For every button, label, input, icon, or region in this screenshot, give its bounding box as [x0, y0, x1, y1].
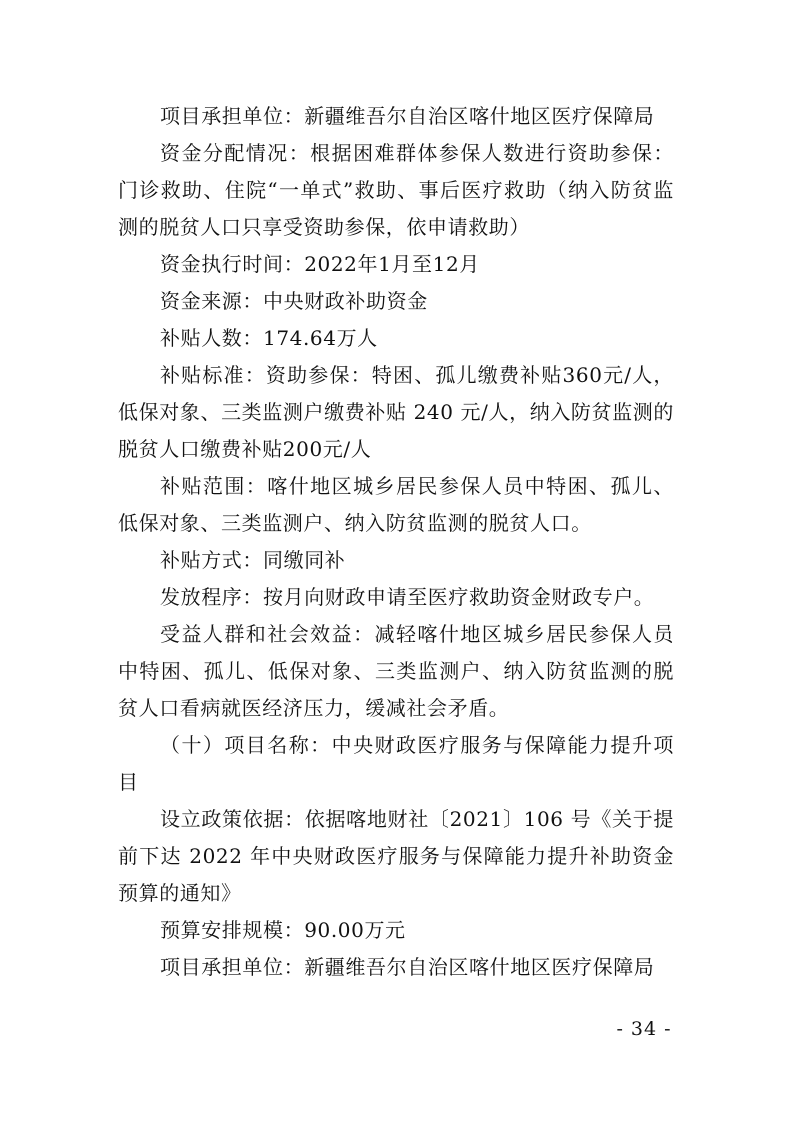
paragraph-project-unit-2: 项目承担单位：新疆维吾尔自治区喀什地区医疗保障局	[160, 955, 655, 979]
paragraph-payment-procedure: 发放程序：按月向财政申请至医疗救助资金财政专户。	[160, 585, 655, 609]
paragraph-beneficiaries: 受益人群和社会效益：减轻喀什地区城乡居民参保人员中特困、孤儿、低保对象、三类监测户、纳入防贫监测的脱贫人口看病就医经济压力，缓减社会矛盾。	[118, 622, 674, 720]
paragraph-section-heading: （十）项目名称：中央财政医疗服务与保障能力提升项目	[118, 733, 674, 794]
paragraph-fund-allocation: 资金分配情况：根据困难群体参保人数进行资助参保：门诊救助、住院“一单式”救助、事后医疗救助（纳入防贫监测的脱贫人口只享受资助参保，依申请救助）	[118, 141, 674, 239]
paragraph-project-unit: 项目承担单位：新疆维吾尔自治区喀什地区医疗保障局	[160, 104, 655, 128]
page-body	[118, 98, 674, 986]
paragraph-subsidy-method: 补贴方式：同缴同补	[160, 548, 346, 572]
paragraph-fund-source: 资金来源：中央财政补助资金	[160, 289, 428, 313]
paragraph-execution-time: 资金执行时间：2022年1月至12月	[160, 252, 480, 276]
paragraph-policy-basis: 设立政策依据：依据喀地财社〔2021〕106 号《关于提前下达 2022 年中央财政医疗服务与保障能力提升补助资金预算的通知》	[118, 807, 674, 905]
paragraph-budget-scale: 预算安排规模：90.00万元	[160, 918, 406, 942]
paragraph-subsidy-standard: 补贴标准：资助参保：特困、孤儿缴费补贴360元/人，低保对象、三类监测户缴费补贴 240 元/人，纳入防贫监测的脱贫人口缴费补贴200元/人	[118, 363, 674, 461]
paragraph-subsidy-scope: 补贴范围：喀什地区城乡居民参保人员中特困、孤儿、低保对象、三类监测户、纳入防贫监测的脱贫人口。	[118, 474, 674, 535]
paragraph-subsidy-count: 补贴人数：174.64万人	[160, 326, 378, 350]
page-number: - 34 -	[616, 1018, 672, 1040]
